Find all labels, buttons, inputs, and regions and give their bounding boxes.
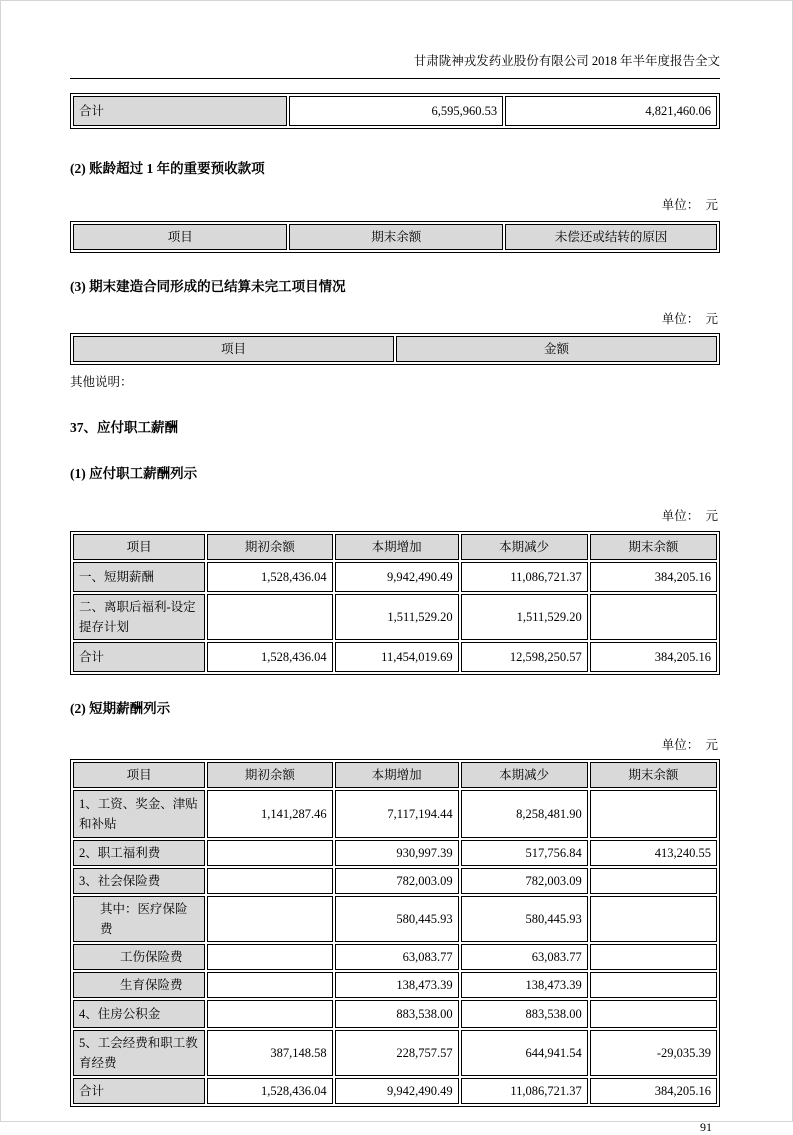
row-label-cell: 合计 bbox=[73, 96, 287, 126]
row-label-cell: 生育保险费 bbox=[73, 972, 205, 998]
table-row bbox=[73, 944, 717, 970]
unit-label: 单位： 元 bbox=[661, 312, 718, 326]
column-header: 期初余额 bbox=[207, 534, 332, 560]
section-37-1-heading: (1) 应付职工薪酬列示 bbox=[70, 466, 198, 481]
value-cell bbox=[207, 944, 332, 970]
column-header: 本期减少 bbox=[461, 534, 588, 560]
value-cell bbox=[590, 896, 717, 942]
value-cell bbox=[590, 972, 717, 998]
table-row bbox=[73, 594, 717, 640]
page-content bbox=[70, 1, 720, 1135]
totals-continuation-table bbox=[70, 93, 720, 129]
table-row bbox=[73, 642, 717, 672]
table-header-row bbox=[73, 224, 717, 250]
value-cell: 1,528,436.04 bbox=[207, 1078, 332, 1104]
row-label-cell: 5、工会经费和职工教育经费 bbox=[73, 1030, 205, 1076]
value-cell: 1,528,436.04 bbox=[207, 642, 332, 672]
value-cell bbox=[590, 1000, 717, 1028]
other-notes-label: 其他说明： bbox=[70, 375, 133, 389]
value-cell bbox=[590, 594, 717, 640]
value-cell: 12,598,250.57 bbox=[461, 642, 588, 672]
column-header: 本期增加 bbox=[335, 762, 459, 788]
value-cell bbox=[207, 868, 332, 894]
value-cell: 138,473.39 bbox=[461, 972, 588, 998]
value-cell: 63,083.77 bbox=[335, 944, 459, 970]
value-cell: 930,997.39 bbox=[335, 840, 459, 866]
value-cell: 11,086,721.37 bbox=[461, 1078, 588, 1104]
row-label-cell: 2、职工福利费 bbox=[73, 840, 205, 866]
row-label-cell: 合计 bbox=[73, 642, 205, 672]
table-row bbox=[73, 972, 717, 998]
row-label-cell: 工伤保险费 bbox=[73, 944, 205, 970]
table-row bbox=[73, 868, 717, 894]
column-header: 未偿还或结转的原因 bbox=[505, 224, 717, 250]
column-header: 项目 bbox=[73, 762, 205, 788]
value-cell bbox=[207, 896, 332, 942]
column-header: 项目 bbox=[73, 224, 287, 250]
value-cell: 228,757.57 bbox=[335, 1030, 459, 1076]
document-header-title: 甘肃陇神戎发药业股份有限公司 2018 年半年度报告全文 bbox=[70, 1, 720, 79]
row-label-cell: 二、离职后福利-设定提存计划 bbox=[73, 594, 205, 640]
value-cell bbox=[207, 594, 332, 640]
value-cell: 1,528,436.04 bbox=[207, 562, 332, 592]
value-cell: 413,240.55 bbox=[590, 840, 717, 866]
table-header-row bbox=[73, 762, 717, 788]
value-cell: 782,003.09 bbox=[335, 868, 459, 894]
value-cell: 9,942,490.49 bbox=[335, 562, 459, 592]
section-2-heading: (2) 账龄超过 1 年的重要预收款项 bbox=[70, 161, 265, 176]
short-term-compensation-table bbox=[70, 759, 720, 1107]
unit-label: 单位： 元 bbox=[661, 198, 718, 212]
value-cell: 644,941.54 bbox=[461, 1030, 588, 1076]
employee-compensation-table bbox=[70, 531, 720, 675]
value-cell: 63,083.77 bbox=[461, 944, 588, 970]
table-row bbox=[73, 562, 717, 592]
value-cell: 6,595,960.53 bbox=[289, 96, 503, 126]
section-37-2-heading: (2) 短期薪酬列示 bbox=[70, 701, 171, 716]
construction-contracts-table bbox=[70, 333, 720, 365]
value-cell: 138,473.39 bbox=[335, 972, 459, 998]
value-cell: 7,117,194.44 bbox=[335, 790, 459, 838]
table-header-row bbox=[73, 534, 717, 560]
row-label-cell: 一、短期薪酬 bbox=[73, 562, 205, 592]
row-label-cell: 4、住房公积金 bbox=[73, 1000, 205, 1028]
column-header: 期末余额 bbox=[590, 534, 717, 560]
value-cell bbox=[207, 1000, 332, 1028]
value-cell: 384,205.16 bbox=[590, 642, 717, 672]
value-cell: 9,942,490.49 bbox=[335, 1078, 459, 1104]
section-3-heading: (3) 期末建造合同形成的已结算未完工项目情况 bbox=[70, 279, 346, 294]
row-label-cell: 其中：医疗保险费 bbox=[73, 896, 205, 942]
value-cell: 4,821,460.06 bbox=[505, 96, 717, 126]
table-row bbox=[73, 896, 717, 942]
value-cell: 1,511,529.20 bbox=[335, 594, 459, 640]
table-row bbox=[73, 1030, 717, 1076]
table-header-row bbox=[73, 336, 717, 362]
column-header: 项目 bbox=[73, 336, 394, 362]
row-label-cell: 合计 bbox=[73, 1078, 205, 1104]
value-cell: 1,141,287.46 bbox=[207, 790, 332, 838]
value-cell: 1,511,529.20 bbox=[461, 594, 588, 640]
value-cell bbox=[590, 790, 717, 838]
value-cell: 387,148.58 bbox=[207, 1030, 332, 1076]
value-cell: -29,035.39 bbox=[590, 1030, 717, 1076]
row-label-cell: 1、工资、奖金、津贴和补贴 bbox=[73, 790, 205, 838]
value-cell: 8,258,481.90 bbox=[461, 790, 588, 838]
table-row bbox=[73, 96, 717, 126]
prepayments-aging-table bbox=[70, 221, 720, 253]
value-cell: 517,756.84 bbox=[461, 840, 588, 866]
row-label-cell: 3、社会保险费 bbox=[73, 868, 205, 894]
page-number: 91 bbox=[700, 1120, 712, 1134]
value-cell bbox=[590, 868, 717, 894]
unit-label: 单位： 元 bbox=[661, 509, 718, 523]
value-cell bbox=[590, 944, 717, 970]
column-header: 本期增加 bbox=[335, 534, 459, 560]
column-header: 期末余额 bbox=[590, 762, 717, 788]
value-cell: 580,445.93 bbox=[335, 896, 459, 942]
value-cell: 384,205.16 bbox=[590, 1078, 717, 1104]
section-37-heading: 37、应付职工薪酬 bbox=[70, 420, 178, 435]
table-row bbox=[73, 1078, 717, 1104]
column-header: 期末余额 bbox=[289, 224, 503, 250]
value-cell: 384,205.16 bbox=[590, 562, 717, 592]
table-row bbox=[73, 1000, 717, 1028]
value-cell: 782,003.09 bbox=[461, 868, 588, 894]
table-row bbox=[73, 840, 717, 866]
value-cell: 580,445.93 bbox=[461, 896, 588, 942]
value-cell: 11,086,721.37 bbox=[461, 562, 588, 592]
column-header: 项目 bbox=[73, 534, 205, 560]
value-cell bbox=[207, 972, 332, 998]
column-header: 本期减少 bbox=[461, 762, 588, 788]
value-cell bbox=[207, 840, 332, 866]
column-header: 金额 bbox=[396, 336, 717, 362]
value-cell: 883,538.00 bbox=[461, 1000, 588, 1028]
value-cell: 883,538.00 bbox=[335, 1000, 459, 1028]
value-cell: 11,454,019.69 bbox=[335, 642, 459, 672]
table-row bbox=[73, 790, 717, 838]
unit-label: 单位： 元 bbox=[661, 738, 718, 752]
column-header: 期初余额 bbox=[207, 762, 332, 788]
